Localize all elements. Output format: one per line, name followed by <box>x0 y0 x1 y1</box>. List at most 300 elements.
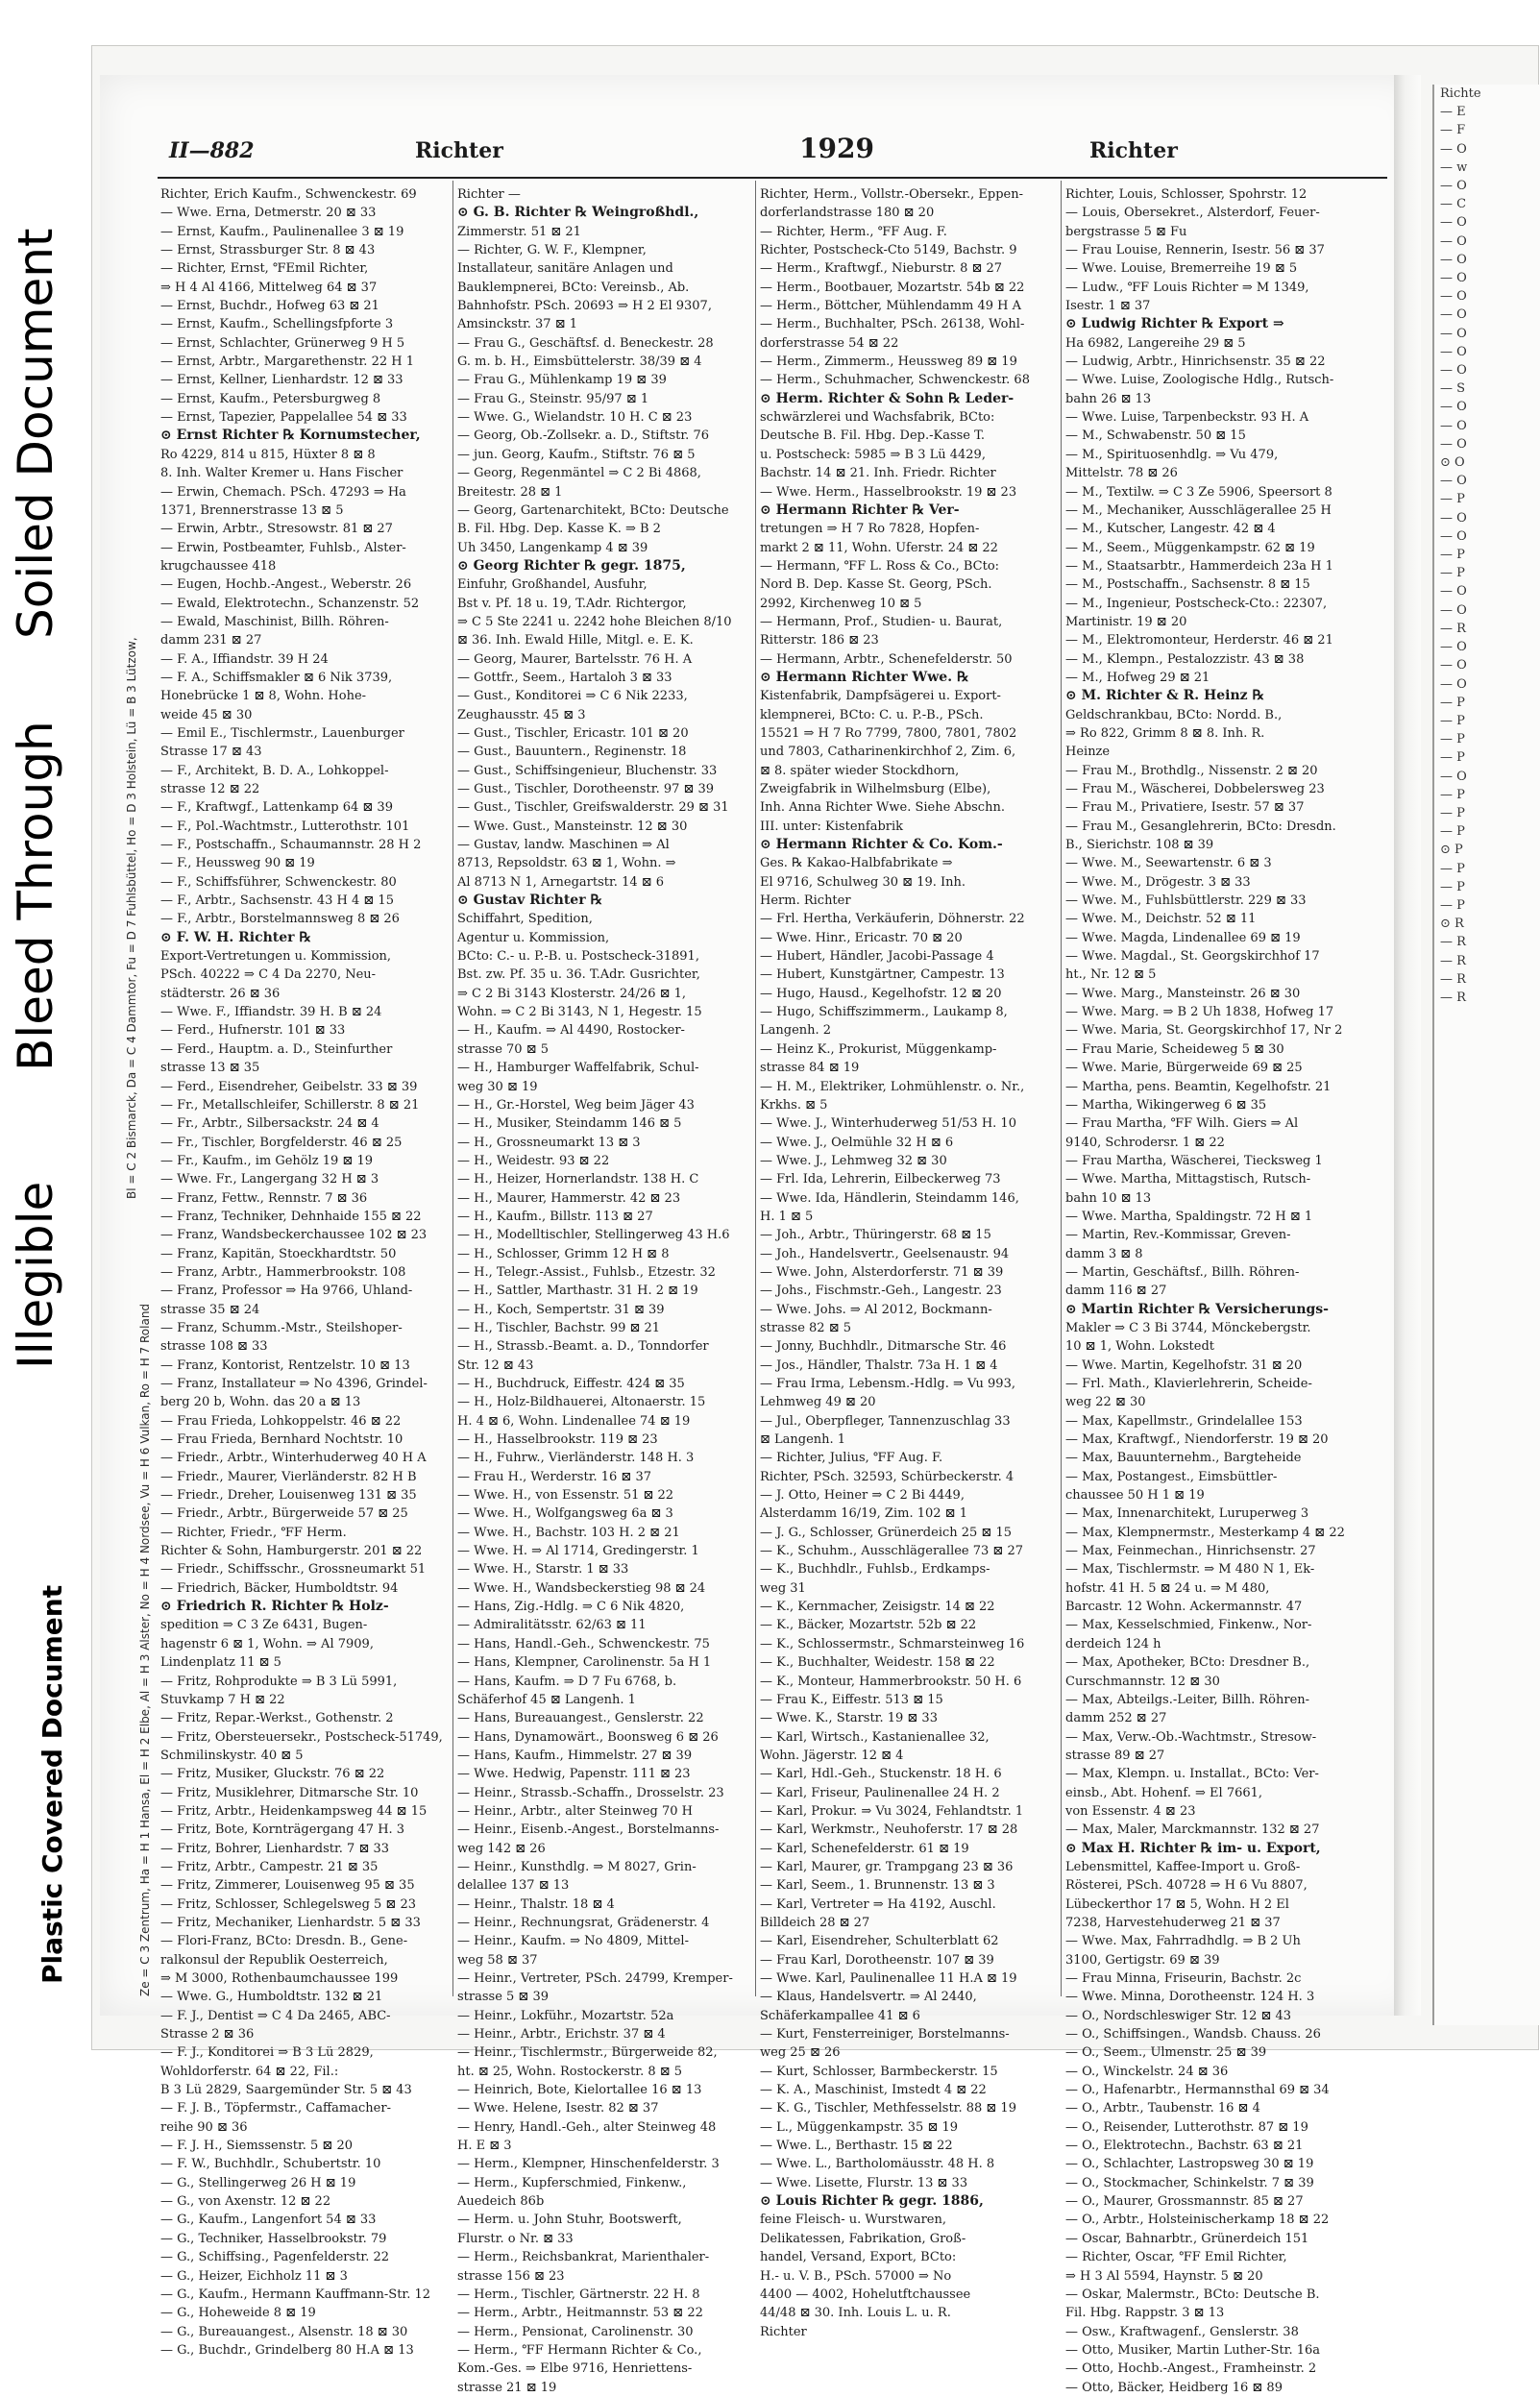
running-head <box>158 131 1387 179</box>
directory-entry: — K., Buchhdlr., Fuhlsb., Erdkamps- <box>760 1562 990 1578</box>
directory-entry: weg 22 ⊠ 30 <box>1065 1395 1146 1410</box>
column-4 <box>1065 185 1354 2395</box>
directory-entry: Bst. zw. Pf. 35 u. 36. T.Adr. Gusrichter, <box>457 967 700 983</box>
directory-entry: Delikatessen, Fabrikation, Groß- <box>760 2231 966 2246</box>
directory-entry: weg 142 ⊠ 26 <box>457 1841 546 1856</box>
directory-entry: — Ferd., Hufnerstr. 101 ⊠ 33 <box>160 1023 346 1039</box>
directory-entry: — Max, Feinmechan., Hinrichsenstr. 27 <box>1065 1544 1316 1559</box>
adjacent-page-line: — O <box>1440 602 1467 618</box>
directory-entry: III. unter: Kistenfabrik <box>760 819 904 834</box>
adjacent-page-line: — P <box>1440 695 1465 710</box>
directory-entry: — Gust., Tischler, Greifswalderstr. 29 ⊠ 31 <box>457 800 729 816</box>
directory-entry: — Wwe. J., Oelmühle 32 H ⊠ 6 <box>760 1135 954 1150</box>
directory-entry: — F., Kraftwgf., Lattenkamp 64 ⊠ 39 <box>160 800 393 816</box>
directory-entry: — K., Schuhm., Ausschlägerallee 73 ⊠ 27 <box>760 1544 1023 1559</box>
directory-entry: Krkhs. ⊠ 5 <box>760 1097 828 1113</box>
directory-entry: — Hans, Handl.-Geh., Schwenckestr. 75 <box>457 1636 710 1651</box>
directory-entry: strasse 5 ⊠ 39 <box>457 1990 549 2005</box>
directory-entry: — Wwe. M., Deichstr. 52 ⊠ 11 <box>1065 912 1257 927</box>
directory-entry: — M., Staatsarbtr., Hammerdeich 23a H 1 <box>1065 558 1333 574</box>
directory-entry: — Frau H., Werderstr. 16 ⊠ 37 <box>457 1469 651 1484</box>
directory-entry: ⊙ Hermann Richter Wwe. ℞ <box>760 669 969 685</box>
directory-entry: — Herm., Kraftwgf., Nieburstr. 8 ⊠ 27 <box>760 261 1003 277</box>
directory-entry: — O., Elektrotechn., Bachstr. 63 ⊠ 21 <box>1065 2139 1304 2154</box>
directory-entry: Al 8713 N 1, Arnegartstr. 14 ⊠ 6 <box>457 874 665 890</box>
directory-entry: — Ewald, Elektrotechn., Schanzenstr. 52 <box>160 596 420 611</box>
directory-entry: Schmilinskystr. 40 ⊠ 5 <box>160 1748 304 1763</box>
directory-entry: — G., Stellingerweg 26 H ⊠ 19 <box>160 2175 356 2190</box>
directory-entry: u. Postscheck: 5985 ⇒ B 3 Lü 4429, <box>760 447 986 462</box>
directory-entry: ⊙ Martin Richter ℞ Versicherungs- <box>1065 1301 1329 1317</box>
directory-entry: ⊙ Louis Richter ℞ gegr. 1886, <box>760 2193 984 2210</box>
directory-entry: — Gust., Bauuntern., Reginenstr. 18 <box>457 745 687 760</box>
directory-entry: — H., Heizer, Hornerlandstr. 138 H. C <box>457 1172 699 1187</box>
adjacent-page-line: — O <box>1440 510 1467 526</box>
directory-entry: Zeughausstr. 45 ⊠ 3 <box>457 707 586 722</box>
directory-entry: — Frau G., Mühlenkamp 19 ⊠ 39 <box>457 373 667 388</box>
directory-entry: — M., Spirituosenhdlg. ⇒ Vu 479, <box>1065 447 1279 462</box>
directory-entry: — Herm., Arbtr., Heitmannstr. 53 ⊠ 22 <box>457 2306 703 2321</box>
adjacent-page-line: — O <box>1440 769 1467 784</box>
directory-entry: — Henry, Handl.-Geh., alter Steinweg 48 <box>457 2119 717 2135</box>
adjacent-page-line: — O <box>1440 141 1467 157</box>
directory-entry: schwärzlerei und Wachsfabrik, BCto: <box>760 410 995 426</box>
directory-entry: tretungen ⇒ H 7 Ro 7828, Hopfen- <box>760 522 980 537</box>
directory-entry: — M., Kutscher, Langestr. 42 ⊠ 4 <box>1065 522 1276 537</box>
directory-entry: — Ludwig, Arbtr., Hinrichsenstr. 35 ⊠ 22 <box>1065 355 1326 370</box>
directory-entry: — Friedr., Schiffsschr., Grossneumarkt 51 <box>160 1562 427 1578</box>
directory-entry: — Wwe. Max, Fahrradhdlg. ⇒ B 2 Uh <box>1065 1934 1301 1949</box>
running-head-name-left: Richter <box>415 138 503 163</box>
directory-entry: — Oskar, Malermstr., BCto: Deutsche B. <box>1065 2287 1320 2302</box>
directory-entry: dorferstrasse 54 ⊠ 22 <box>760 335 899 351</box>
directory-entry: — Hans, Zig.-Hdlg. ⇒ C 6 Nik 4820, <box>457 1600 685 1615</box>
adjacent-page-line: — O <box>1440 676 1467 692</box>
directory-entry: — H., Schlosser, Grimm 12 H ⊠ 8 <box>457 1246 670 1261</box>
directory-entry: — Frau Irma, Lebensm.-Hdlg. ⇒ Vu 993, <box>760 1377 1015 1391</box>
adjacent-page-line: — P <box>1440 548 1465 563</box>
directory-entry: — Max, Verw.-Ob.-Wachtmstr., Stresow- <box>1065 1729 1317 1745</box>
directory-entry: Alsterdamm 16/19, Zim. 102 ⊠ 1 <box>760 1506 967 1522</box>
directory-entry: — H., Buchdruck, Eiffestr. 424 ⊠ 35 <box>457 1377 685 1391</box>
directory-entry: G. m. b. H., Eimsbüttelerstr. 38/39 ⊠ 4 <box>457 355 702 370</box>
directory-entry: Agentur u. Kommission, <box>457 930 610 945</box>
directory-entry: hagenstr 6 ⊠ 1, Wohn. ⇒ Al 7909, <box>160 1636 374 1651</box>
directory-entry: — Heinz K., Prokurist, Müggenkamp- <box>760 1041 997 1057</box>
directory-entry: ⊙ Georg Richter ℞ gegr. 1875, <box>457 557 686 574</box>
directory-entry: — Wwe. Erna, Detmerstr. 20 ⊠ 33 <box>160 206 377 221</box>
directory-entry: — Kurt, Schlosser, Barmbeckerstr. 15 <box>760 2064 998 2079</box>
directory-entry: Ritterstr. 186 ⊠ 23 <box>760 633 879 648</box>
adjacent-page-line: — O <box>1440 289 1467 305</box>
directory-entry: — Heinr., Rechnungsrat, Grädenerstr. 4 <box>457 1915 710 1930</box>
column-rule <box>452 181 453 1996</box>
directory-entry: feine Fleisch- u. Wurstwaren, <box>760 2213 946 2228</box>
directory-entry: — Richter, Oscar, ℉F Emil Richter, <box>1065 2250 1287 2265</box>
adjacent-page-line: — P <box>1440 824 1465 840</box>
directory-entry: Str. 12 ⊠ 43 <box>457 1357 534 1373</box>
directory-entry: — J. Otto, Heiner ⇒ C 2 Bi 4449, <box>760 1488 965 1504</box>
directory-entry: — Herm., Schuhmacher, Schwenckestr. 68 <box>760 373 1030 388</box>
directory-entry: — Frau Frieda, Lohkoppelstr. 46 ⊠ 22 <box>160 1413 402 1429</box>
directory-entry: — H., Telegr.-Assist., Fuhlsb., Etzestr. 32 <box>457 1264 716 1280</box>
adjacent-page-line: — O <box>1440 215 1467 231</box>
directory-entry: Breitestr. 28 ⊠ 1 <box>457 484 563 500</box>
directory-entry: — Hubert, Kunstgärtner, Campestr. 13 <box>760 967 1005 983</box>
directory-entry: Ha 6982, Langereihe 29 ⊠ 5 <box>1065 335 1246 351</box>
directory-entry: — Fritz, Mechaniker, Lienhardstr. 5 ⊠ 33 <box>160 1915 421 1930</box>
directory-entry: 3100, Gertigstr. 69 ⊠ 39 <box>1065 1952 1220 1968</box>
directory-entry: Auedeich 86b <box>457 2194 545 2210</box>
directory-entry: reihe 90 ⊠ 36 <box>160 2119 248 2135</box>
directory-entry: — Franz, Kapitän, Stoeckhardtstr. 50 <box>160 1246 397 1261</box>
directory-entry: — Heinr., Vertreter, PSch. 24799, Kremper- <box>457 1971 733 1986</box>
directory-entry: — Franz, Installateur ⇒ No 4396, Grindel- <box>160 1377 428 1391</box>
directory-entry: — Ernst, Arbtr., Margarethenstr. 22 H 1 <box>160 355 414 370</box>
directory-entry: — Wwe. Marie, Bürgerweide 69 ⊠ 25 <box>1065 1061 1303 1076</box>
directory-entry: — Wwe. Hedwig, Papenstr. 111 ⊠ 23 <box>457 1767 691 1782</box>
directory-entry: — Ernst, Tapezier, Pappelallee 54 ⊠ 33 <box>160 410 407 426</box>
directory-entry: — G., von Axenstr. 12 ⊠ 22 <box>160 2194 331 2210</box>
adjacent-page-line: — O <box>1440 363 1467 379</box>
directory-entry: — H., Fuhrw., Vierländerstr. 148 H. 3 <box>457 1451 695 1466</box>
directory-entry: — Fritz, Bote, Kornträgergang 47 H. 3 <box>160 1822 405 1838</box>
directory-entry: weg 30 ⊠ 19 <box>457 1079 538 1094</box>
directory-entry: — G., Kaufm., Hermann Kauffmann-Str. 12 <box>160 2287 431 2302</box>
directory-entry: Installateur, sanitäre Anlagen und <box>457 261 673 277</box>
directory-entry: — Ferd., Hauptm. a. D., Steinfurther <box>160 1041 393 1057</box>
directory-entry: — Frau Karl, Dorotheenstr. 107 ⊠ 39 <box>760 1952 994 1968</box>
directory-entry: — Johs., Fischmstr.-Geh., Langestr. 23 <box>760 1284 1002 1299</box>
directory-entry: Schiffahrt, Spedition, <box>457 912 593 927</box>
directory-entry: — Frau Marie, Scheideweg 5 ⊠ 30 <box>1065 1041 1284 1057</box>
directory-entry: — M., Hofweg 29 ⊠ 21 <box>1065 670 1210 685</box>
directory-entry: ⇒ M 3000, Rothenbaumchaussee 199 <box>160 1971 399 1986</box>
adjacent-page-line: — F <box>1440 123 1466 138</box>
directory-entry: — Gust., Konditorei ⇒ C 6 Nik 2233, <box>457 689 688 704</box>
directory-entry: — Heinr., Thalstr. 18 ⊠ 4 <box>457 1896 615 1912</box>
plastic-covered-label: Plastic Covered Document <box>37 1584 68 1984</box>
directory-entry: — Wwe. G., Humboldtstr. 132 ⊠ 21 <box>160 1990 383 2005</box>
directory-entry: — Frau Minna, Friseurin, Bachstr. 2c <box>1065 1971 1302 1986</box>
directory-entry: — Frau M., Privatiere, Isestr. 57 ⊠ 37 <box>1065 800 1305 816</box>
directory-entry: BCto: C.- u. P.-B. u. Postscheck-31891, <box>457 949 699 965</box>
directory-entry: Richter, Louis, Schlosser, Spohrstr. 12 <box>1065 187 1308 202</box>
directory-entry: — Ernst, Buchdr., Hofweg 63 ⊠ 21 <box>160 299 379 314</box>
directory-entry: — Karl, Wirtsch., Kastanienallee 32, <box>760 1729 990 1745</box>
directory-entry: — Ernst, Schlachter, Grünerweg 9 H 5 <box>160 335 405 351</box>
directory-entry: — Friedr., Arbtr., Winterhuderweg 40 H A <box>160 1451 427 1466</box>
directory-entry: — Fritz, Schlosser, Schlegelsweg 5 ⊠ 23 <box>160 1896 416 1912</box>
directory-entry: strasse 13 ⊠ 35 <box>160 1061 260 1076</box>
directory-entry: ⊠ 36. Inh. Ewald Hille, Mitgl. e. E. K. <box>457 633 694 648</box>
directory-entry: Langenh. 2 <box>760 1023 832 1039</box>
directory-entry: — Friedr., Dreher, Louisenweg 131 ⊠ 35 <box>160 1488 417 1504</box>
directory-entry: — Heinr., Kunsthdlg. ⇒ M 8027, Grin- <box>457 1859 697 1874</box>
directory-entry: — Gust., Tischler, Dorotheenstr. 97 ⊠ 39 <box>457 782 715 796</box>
directory-entry: — Klaus, Handelsvertr. ⇒ Al 2440, <box>760 1990 977 2005</box>
directory-entry: — Wwe. Marg. ⇒ B 2 Uh 1838, Hofweg 17 <box>1065 1005 1334 1020</box>
directory-entry: Richter, Erich Kaufm., Schwenckestr. 69 <box>160 187 417 202</box>
directory-entry: — Karl, Prokur. ⇒ Vu 3024, Fehlandtstr. 1 <box>760 1803 1024 1819</box>
directory-entry: — Wwe. Helene, Isestr. 82 ⊠ 37 <box>457 2101 659 2116</box>
adjacent-page-line: — P <box>1440 861 1465 876</box>
directory-entry: — Max, Innenarchitekt, Luruperweg 3 <box>1065 1506 1309 1522</box>
directory-entry: 44/48 ⊠ 30. Inh. Louis L. u. R. <box>760 2306 951 2321</box>
directory-entry: Curschmannstr. 12 ⊠ 30 <box>1065 1674 1220 1689</box>
directory-entry: H. E ⊠ 3 <box>457 2139 512 2154</box>
directory-entry: — jun. Georg, Kaufm., Stiftstr. 76 ⊠ 5 <box>457 447 696 462</box>
directory-entry: — Karl, Schenefelderstr. 61 ⊠ 19 <box>760 1841 969 1856</box>
scan-labels <box>0 0 91 2091</box>
directory-entry: Bst v. Pf. 18 u. 19, T.Adr. Richtergor, <box>457 596 687 611</box>
directory-entry: — Richter, G. W. F., Klempner, <box>457 243 647 258</box>
directory-entry: — Frau Louise, Rennerin, Isestr. 56 ⊠ 37 <box>1065 243 1325 258</box>
directory-entry: — O., Maurer, Grossmannstr. 85 ⊠ 27 <box>1065 2194 1304 2210</box>
directory-entry: — Heinr., Tischlermstr., Bürgerweide 82, <box>457 2045 718 2061</box>
directory-entry: — Karl, Hdl.-Geh., Stuckenstr. 18 H. 6 <box>760 1767 1002 1782</box>
directory-entry: — M., Postschaffn., Sachsenstr. 8 ⊠ 15 <box>1065 577 1310 593</box>
directory-entry: — Otto, Bäcker, Heidberg 16 ⊠ 89 <box>1065 2380 1283 2395</box>
directory-entry: — Heinr., Strassb.-Schaffn., Drosselstr. 23 <box>457 1785 724 1800</box>
adjacent-page-line: — C <box>1440 197 1467 212</box>
directory-entry: — Fritz, Bohrer, Lienhardstr. 7 ⊠ 33 <box>160 1841 390 1856</box>
directory-entry: handel, Versand, Export, BCto: <box>760 2250 957 2265</box>
directory-entry: — Flori-Franz, BCto: Dresdn. B., Gene- <box>160 1934 408 1949</box>
directory-entry: — Louis, Obersekret., Alsterdorf, Feuer- <box>1065 206 1320 221</box>
directory-entry: — Ernst, Kaufm., Petersburgweg 8 <box>160 391 381 406</box>
directory-entry: — Gustav, landw. Maschinen ⇒ Al <box>457 838 670 853</box>
adjacent-page-line: — P <box>1440 492 1465 507</box>
directory-entry: ralkonsul der Republik Oesterreich, <box>160 1952 388 1968</box>
directory-entry: — Gust., Schiffsingenieur, Bluchenstr. 33 <box>457 763 718 778</box>
directory-entry: — H., Tischler, Bachstr. 99 ⊠ 21 <box>457 1320 661 1335</box>
directory-entry: — Herm., Zimmerm., Heussweg 89 ⊠ 19 <box>760 355 1017 370</box>
directory-entry: — Oscar, Bahnarbtr., Grünerdeich 151 <box>1065 2231 1309 2246</box>
directory-entry: PSch. 40222 ⇒ C 4 Da 2270, Neu- <box>160 967 377 983</box>
directory-entry: — Max, Kraftwgf., Niendorferstr. 19 ⊠ 20 <box>1065 1432 1329 1448</box>
directory-entry: Richter & Sohn, Hamburgerstr. 201 ⊠ 22 <box>160 1544 423 1559</box>
adjacent-page-line: — R <box>1440 953 1466 968</box>
directory-entry: — Fr., Metallschleifer, Schillerstr. 8 ⊠ 21 <box>160 1097 420 1113</box>
directory-entry: — Wwe. Luise, Tarpenbeckstr. 93 H. A <box>1065 410 1309 426</box>
directory-entry: Herm. Richter <box>760 893 851 909</box>
directory-entry: — Frl. Ida, Lehrerin, Eilbeckerweg 73 <box>760 1172 1001 1187</box>
directory-entry: — M., Elektromonteur, Herderstr. 46 ⊠ 21 <box>1065 633 1333 648</box>
directory-entry: — H., Kaufm. ⇒ Al 4490, Rostocker- <box>457 1023 685 1039</box>
directory-entry: — Heinr., Kaufm. ⇒ No 4809, Mittel- <box>457 1934 689 1949</box>
directory-entry: Uh 3450, Langenkamp 4 ⊠ 39 <box>457 540 648 555</box>
directory-entry: — F. J., Konditorei ⇒ B 3 Lü 2829, <box>160 2045 374 2061</box>
directory-entry: — H., Weidestr. 93 ⊠ 22 <box>457 1153 610 1168</box>
directory-entry: — Herm., Pensionat, Carolinenstr. 30 <box>457 2324 694 2339</box>
directory-entry: ⊙ Friedrich R. Richter ℞ Holz- <box>160 1599 389 1615</box>
directory-entry: — Herm., Buchhalter, PSch. 26138, Wohl- <box>760 317 1025 332</box>
directory-entry: — Herm., Klempner, Hinschenfelderstr. 3 <box>457 2157 720 2172</box>
directory-entry: Geldschrankbau, BCto: Nordd. B., <box>1065 707 1283 722</box>
directory-entry: — Wwe. Lisette, Flurstr. 13 ⊠ 33 <box>760 2175 968 2190</box>
directory-entry: — M., Klempn., Pestalozzistr. 43 ⊠ 38 <box>1065 651 1305 667</box>
directory-entry: — H., Grossneumarkt 13 ⊠ 3 <box>457 1135 641 1150</box>
directory-entry: — Wwe. Magdal., St. Georgskirchhof 17 <box>1065 949 1320 965</box>
directory-entry: — O., Hafenarbtr., Hermannsthal 69 ⊠ 34 <box>1065 2083 1330 2098</box>
directory-entry: Bachstr. 14 ⊠ 21. Inh. Friedr. Richter <box>760 466 996 481</box>
directory-entry: — Wwe. John, Alsterdorferstr. 71 ⊠ 39 <box>760 1264 1004 1280</box>
directory-entry: — G., Bureauangest., Alsenstr. 18 ⊠ 30 <box>160 2324 408 2339</box>
directory-entry: — Max, Postangest., Eimsbüttler- <box>1065 1469 1278 1484</box>
directory-entry: damm 252 ⊠ 27 <box>1065 1711 1167 1726</box>
directory-entry: — G., Hoheweide 8 ⊠ 19 <box>160 2306 316 2321</box>
directory-entry: — H. M., Elektriker, Lohmühlenstr. o. Nr., <box>760 1079 1025 1094</box>
directory-entry: — G., Buchdr., Grindelberg 80 H.A ⊠ 13 <box>160 2342 414 2358</box>
directory-entry: H. 4 ⊠ 6, Wohn. Lindenallee 74 ⊠ 19 <box>457 1413 691 1429</box>
directory-entry: — Wwe. H., Wandsbeckerstieg 98 ⊠ 24 <box>457 1580 706 1596</box>
directory-entry: — Karl, Seem., 1. Brunnenstr. 13 ⊠ 3 <box>760 1878 995 1894</box>
directory-entry: — Wwe. H., Wolfgangsweg 6a ⊠ 3 <box>457 1506 673 1522</box>
directory-entry: — Wwe. M., Drögestr. 3 ⊠ 33 <box>1065 874 1251 890</box>
page-number: II—882 <box>169 138 255 163</box>
directory-entry: — F., Pol.-Wachtmstr., Lutterothstr. 101 <box>160 819 410 834</box>
directory-entry: — G., Kaufm., Langenfort 54 ⊠ 33 <box>160 2213 377 2228</box>
directory-entry: markt 2 ⊠ 11, Wohn. Uferstr. 24 ⊠ 22 <box>760 540 998 555</box>
adjacent-page-line: — P <box>1440 897 1465 913</box>
column-rule <box>1061 181 1062 1996</box>
directory-entry: — Wwe. M., Seewartenstr. 6 ⊠ 3 <box>1065 856 1272 871</box>
directory-entry: 10 ⊠ 1, Wohn. Lokstedt <box>1065 1339 1215 1355</box>
directory-entry: — M., Schwabenstr. 50 ⊠ 15 <box>1065 428 1246 444</box>
directory-entry: — Wwe. Johs. ⇒ Al 2012, Bockmann- <box>760 1302 992 1317</box>
directory-entry: — Fr., Kaufm., im Gehölz 19 ⊠ 19 <box>160 1153 373 1168</box>
directory-entry: 1371, Brennerstrasse 13 ⊠ 5 <box>160 502 344 518</box>
directory-entry: Strasse 2 ⊠ 36 <box>160 2027 255 2042</box>
directory-entry: — O., Arbtr., Holsteinischerkamp 18 ⊠ 22 <box>1065 2213 1330 2228</box>
directory-entry: Heinze <box>1065 745 1111 760</box>
running-head-name-right: Richter <box>1089 138 1178 163</box>
directory-entry: H.- u. V. B., PSch. 57000 ⇒ No <box>760 2268 952 2284</box>
directory-entry: — Heinr., Arbtr., alter Steinweg 70 H <box>457 1803 694 1819</box>
directory-entry: weg 25 ⊠ 26 <box>760 2045 841 2061</box>
directory-entry: — Hermann, Prof., Studien- u. Baurat, <box>760 614 1003 629</box>
directory-entry: — Karl, Friseur, Paulinenallee 24 H. 2 <box>760 1785 1000 1800</box>
adjacent-page-fragment <box>1432 85 1540 2025</box>
directory-entry: Lübeckerthor 17 ⊠ 5, Wohn. H 2 El <box>1065 1896 1289 1912</box>
directory-entry: — Frau G., Geschäftsf. d. Beneckestr. 28 <box>457 335 714 351</box>
adjacent-page-line: — R <box>1440 621 1466 636</box>
directory-entry: — Eugen, Hochb.-Angest., Weberstr. 26 <box>160 577 412 593</box>
directory-entry: spedition ⇒ C 3 Ze 6431, Bugen- <box>160 1618 368 1633</box>
directory-entry: — Wwe. Magda, Lindenallee 69 ⊠ 19 <box>1065 930 1301 945</box>
directory-entry: weg 58 ⊠ 37 <box>457 1952 538 1968</box>
directory-entry: 9140, Schrodersr. 1 ⊠ 22 <box>1065 1135 1225 1150</box>
directory-entry: ⊙ Ludwig Richter ℞ Export ⇒ <box>1065 316 1284 332</box>
directory-entry: — Erwin, Chemach. PSch. 47293 ⇒ Ha <box>160 484 406 500</box>
directory-entry: — H., Musiker, Steindamm 146 ⊠ 5 <box>457 1116 682 1132</box>
directory-entry: Flurstr. o Nr. ⊠ 33 <box>457 2231 574 2246</box>
directory-entry: — O., Reisender, Lutterothstr. 87 ⊠ 19 <box>1065 2119 1308 2135</box>
directory-entry: — M., Textilw. ⇒ C 3 Ze 5906, Speersort 8 <box>1065 484 1332 500</box>
directory-entry: Inh. Anna Richter Wwe. Siehe Abschn. <box>760 800 1005 816</box>
directory-entry: — Frau M., Brothdlg., Nissenstr. 2 ⊠ 20 <box>1065 763 1318 778</box>
adjacent-page-line: — O <box>1440 658 1467 673</box>
directory-entry: — J. G., Schlosser, Grünerdeich 25 ⊠ 15 <box>760 1525 1012 1540</box>
adjacent-page-line: — O <box>1440 271 1467 286</box>
column-2 <box>457 185 746 2395</box>
directory-entry: B 3 Lü 2829, Saargemünder Str. 5 ⊠ 43 <box>160 2083 412 2098</box>
directory-entry: — Richter, Julius, ℉F Aug. F. <box>760 1451 943 1466</box>
directory-entry: — O., Stockmacher, Schinkelstr. 7 ⊠ 39 <box>1065 2175 1314 2190</box>
adjacent-page-line: — O <box>1440 179 1467 194</box>
directory-entry: — Martin, Rev.-Kommissar, Greven- <box>1065 1228 1291 1243</box>
adjacent-page-line: — O <box>1440 400 1467 415</box>
directory-entry: — Heinr., Arbtr., Erichstr. 37 ⊠ 4 <box>457 2027 666 2042</box>
directory-entry: — Wwe. Herm., Hasselbrookstr. 19 ⊠ 23 <box>760 484 1017 500</box>
adjacent-page-line: — O <box>1440 436 1467 452</box>
directory-entry: — Martha, Wikingerweg 6 ⊠ 35 <box>1065 1097 1267 1113</box>
directory-entry: — Hans, Kaufm. ⇒ D 7 Fu 6768, b. <box>457 1674 677 1689</box>
directory-entry: — H., Sattler, Marthastr. 31 H. 2 ⊠ 19 <box>457 1284 698 1299</box>
directory-entry: — Wwe. F., Iffiandstr. 39 H. B ⊠ 24 <box>160 1005 382 1020</box>
directory-entry: — F. A., Schiffsmakler ⊠ 6 Nik 3739, <box>160 670 393 685</box>
directory-entry: Lindenplatz 11 ⊠ 5 <box>160 1655 281 1671</box>
directory-entry: — G., Schiffsing., Pagenfelderstr. 22 <box>160 2250 390 2265</box>
directory-entry: Strasse 17 ⊠ 43 <box>160 745 262 760</box>
directory-entry: Wohn. ⇒ C 2 Bi 3143, N 1, Hegestr. 15 <box>457 1005 702 1020</box>
bleed-through-label: Bleed Through <box>8 721 63 1071</box>
directory-entry: — Frl. Hertha, Verkäuferin, Döhnerstr. 22 <box>760 912 1025 927</box>
directory-entry: delallee 137 ⊠ 13 <box>457 1878 570 1894</box>
directory-entry: Ges. ℞ Kakao-Halbfabrikate ⇒ <box>760 856 953 871</box>
directory-entry: — Otto, Hochb.-Angest., Framheinstr. 2 <box>1065 2361 1317 2377</box>
directory-entry: strasse 70 ⊠ 5 <box>457 1041 549 1057</box>
directory-entry: — F., Arbtr., Borstelmannsweg 8 ⊠ 26 <box>160 912 400 927</box>
directory-entry: — G., Heizer, Eichholz 11 ⊠ 3 <box>160 2268 348 2284</box>
directory-entry: weide 45 ⊠ 30 <box>160 707 253 722</box>
column-rule <box>755 181 756 1996</box>
directory-entry: Export-Vertretungen u. Kommission, <box>160 949 392 965</box>
directory-entry: bahn 10 ⊠ 13 <box>1065 1190 1152 1206</box>
adjacent-page-line: — O <box>1440 584 1467 599</box>
directory-entry: — Osw., Kraftwagenf., Genslerstr. 38 <box>1065 2324 1299 2339</box>
directory-entry: — Hugo, Hausd., Kegelhofstr. 12 ⊠ 20 <box>760 986 1002 1001</box>
directory-entry: — Wwe. Martin, Kegelhofstr. 31 ⊠ 20 <box>1065 1357 1303 1373</box>
directory-entry: chaussee 50 H 1 ⊠ 19 <box>1065 1488 1205 1504</box>
directory-entry: strasse 21 ⊠ 19 <box>457 2380 557 2395</box>
directory-entry: — Wwe. Gust., Mansteinstr. 12 ⊠ 30 <box>457 819 688 834</box>
directory-entry: — Wwe. L., Bartholomäusstr. 48 H. 8 <box>760 2157 995 2172</box>
directory-entry: damm 3 ⊠ 8 <box>1065 1246 1143 1261</box>
directory-entry: — K., Kernmacher, Zeisigstr. 14 ⊠ 22 <box>760 1600 995 1615</box>
directory-entry: — Max, Maler, Marckmannstr. 132 ⊠ 27 <box>1065 1822 1320 1838</box>
directory-entry: Barcastr. 12 Wohn. Ackermannstr. 47 <box>1065 1600 1303 1615</box>
directory-entry: strasse 89 ⊠ 27 <box>1065 1748 1165 1763</box>
adjacent-page-line: ⊙ R <box>1440 917 1464 932</box>
directory-entry: — Frau Martha, ℉F Wilh. Giers ⇒ Al <box>1065 1116 1299 1132</box>
directory-entry: — H., Hamburger Waffelfabrik, Schul- <box>457 1061 699 1076</box>
directory-entry: Billdeich 28 ⊠ 27 <box>760 1915 870 1930</box>
adjacent-page-line: — P <box>1440 732 1465 747</box>
directory-entry: Richter, PSch. 32593, Schürbeckerstr. 4 <box>760 1469 1014 1484</box>
directory-entry: — Erwin, Postbeamter, Fuhlsb., Alster- <box>160 540 406 555</box>
strip-lower-text: Ze = C 3 Zentrum, Ha = H 1 Hansa, El = H 2 Elbe, Al = H 3 Alster, No = H 4 Nordsee, Vu = H 6 Vulkan, Ro = H 7 Roland <box>138 1303 152 1996</box>
directory-entry: — Joh., Handelsvertr., Geelsenaustr. 94 <box>760 1246 1010 1261</box>
directory-entry: — Karl, Eisendreher, Schulterblatt 62 <box>760 1934 999 1949</box>
directory-entry: — Georg, Ob.-Zollsekr. a. D., Stiftstr. 76 <box>457 428 709 444</box>
directory-entry: — Friedr., Maurer, Vierländerstr. 82 H B <box>160 1469 417 1484</box>
directory-entry: — F. W., Buchhdlr., Schubertstr. 10 <box>160 2157 381 2172</box>
directory-entry: — Max, Klempnermstr., Mesterkamp 4 ⊠ 22 <box>1065 1525 1345 1540</box>
directory-entry: — Wwe. H. ⇒ Al 1714, Gredingerstr. 1 <box>457 1544 699 1559</box>
directory-entry: — Wwe. J., Lehmweg 32 ⊠ 30 <box>760 1153 947 1168</box>
